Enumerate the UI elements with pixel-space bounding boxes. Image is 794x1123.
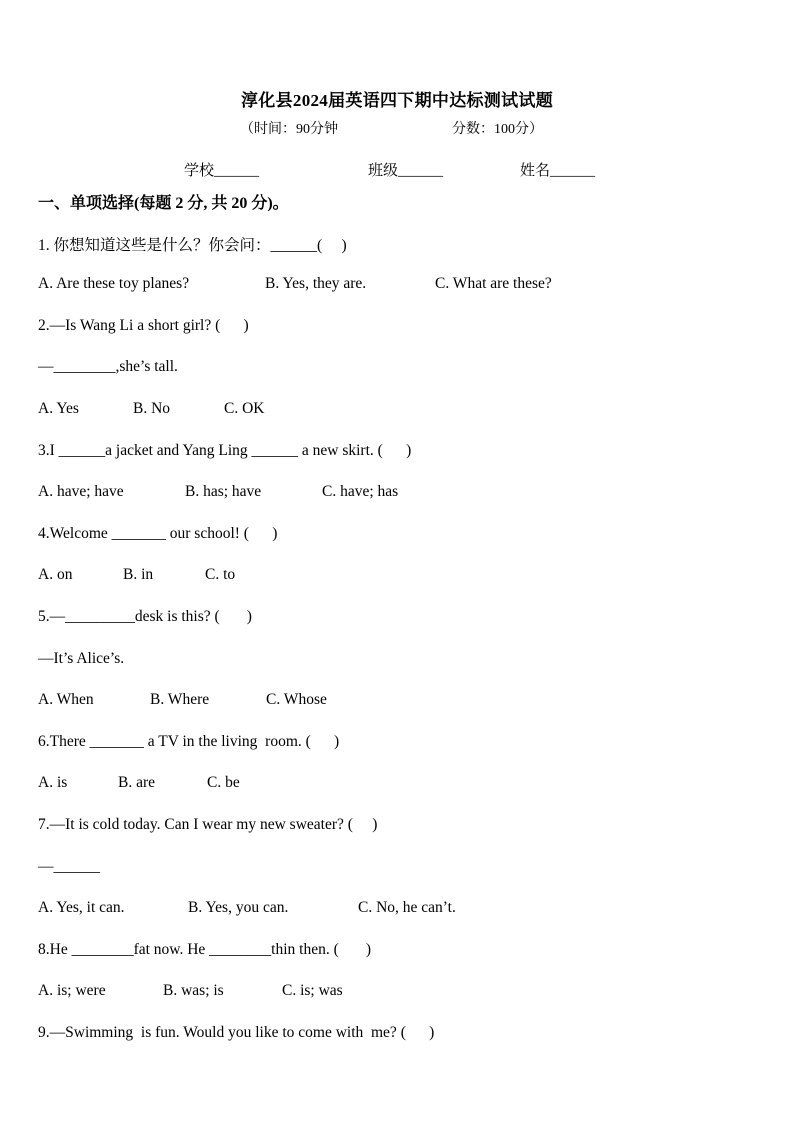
question-4-option-a: A. on: [38, 566, 73, 583]
exam-score: 分数：100分）: [452, 122, 543, 137]
question-1-stem: 1. 你想知道这些是什么？你会问：______( ): [38, 237, 347, 254]
question-8-stem: 8.He ________fat now. He ________thin then. ( ): [38, 941, 372, 958]
question-1-option-b: B. Yes, they are.: [265, 275, 367, 292]
exam-time: （时间：90分钟: [240, 122, 338, 137]
question-7-options: [38, 899, 456, 917]
school-field: 学校______: [184, 163, 260, 179]
question-2-stem: 2.—Is Wang Li a short girl? ( ): [38, 317, 249, 334]
question-4-option-b: B. in: [123, 566, 154, 583]
question-7-option-a: A. Yes, it can.: [38, 899, 125, 916]
section-title: 一、单项选择(每题 2 分, 共 20 分)。: [38, 195, 289, 212]
question-3-stem: 3.I ______a jacket and Yang Ling ______ a new skirt. ( ): [38, 442, 412, 459]
question-6-options: [38, 774, 240, 792]
exam-title: 淳化县2024届英语四下期中达标测试试题: [241, 91, 553, 110]
question-3-options: [38, 483, 398, 501]
question-7-stem: 7.—It is cold today. Can I wear my new sweater? ( ): [38, 816, 378, 833]
question-6-option-b: B. are: [118, 774, 156, 791]
question-1-option-a: A. Are these toy planes?: [38, 275, 190, 292]
question-2-options: [38, 400, 264, 418]
question-7-answer-line: —______: [38, 858, 100, 875]
question-1-options: [38, 275, 552, 293]
name-field: 姓名______: [520, 163, 596, 179]
question-6-option-a: A. is: [38, 774, 68, 791]
question-3-option-b: B. has; have: [185, 483, 262, 500]
question-5-option-a: A. When: [38, 691, 94, 708]
question-3-option-a: A. have; have: [38, 483, 124, 500]
question-8-option-a: A. is; were: [38, 982, 106, 999]
question-2-option-c: C. OK: [224, 400, 265, 417]
question-2-option-b: B. No: [133, 400, 171, 417]
question-9-stem: 9.—Swimming is fun. Would you like to come with me? ( ): [38, 1024, 435, 1041]
class-field: 班级______: [368, 163, 444, 179]
question-8-options: [38, 982, 343, 1000]
question-1-option-c: C. What are these?: [435, 275, 552, 292]
question-5-answer-line: —It’s Alice’s.: [38, 650, 125, 667]
question-8-option-c: C. is; was: [282, 982, 343, 999]
question-2-answer-line: —________,she’s tall.: [38, 358, 178, 375]
question-5-option-c: C. Whose: [266, 691, 327, 708]
question-3-option-c: C. have; has: [322, 483, 399, 500]
question-7-option-b: B. Yes, you can.: [188, 899, 289, 916]
question-2-option-a: A. Yes: [38, 400, 79, 417]
question-4-option-c: C. to: [205, 566, 236, 583]
question-5-options: [38, 691, 327, 709]
question-6-stem: 6.There _______ a TV in the living room. ( ): [38, 733, 340, 750]
question-5-option-b: B. Where: [150, 691, 210, 708]
question-4-stem: 4.Welcome _______ our school! ( ): [38, 525, 278, 542]
question-6-option-c: C. be: [207, 774, 240, 791]
question-8-option-b: B. was; is: [163, 982, 224, 999]
question-7-option-c: C. No, he can’t.: [358, 899, 456, 916]
question-5-stem: 5.—_________desk is this? ( ): [38, 608, 252, 625]
question-4-options: [38, 566, 235, 584]
